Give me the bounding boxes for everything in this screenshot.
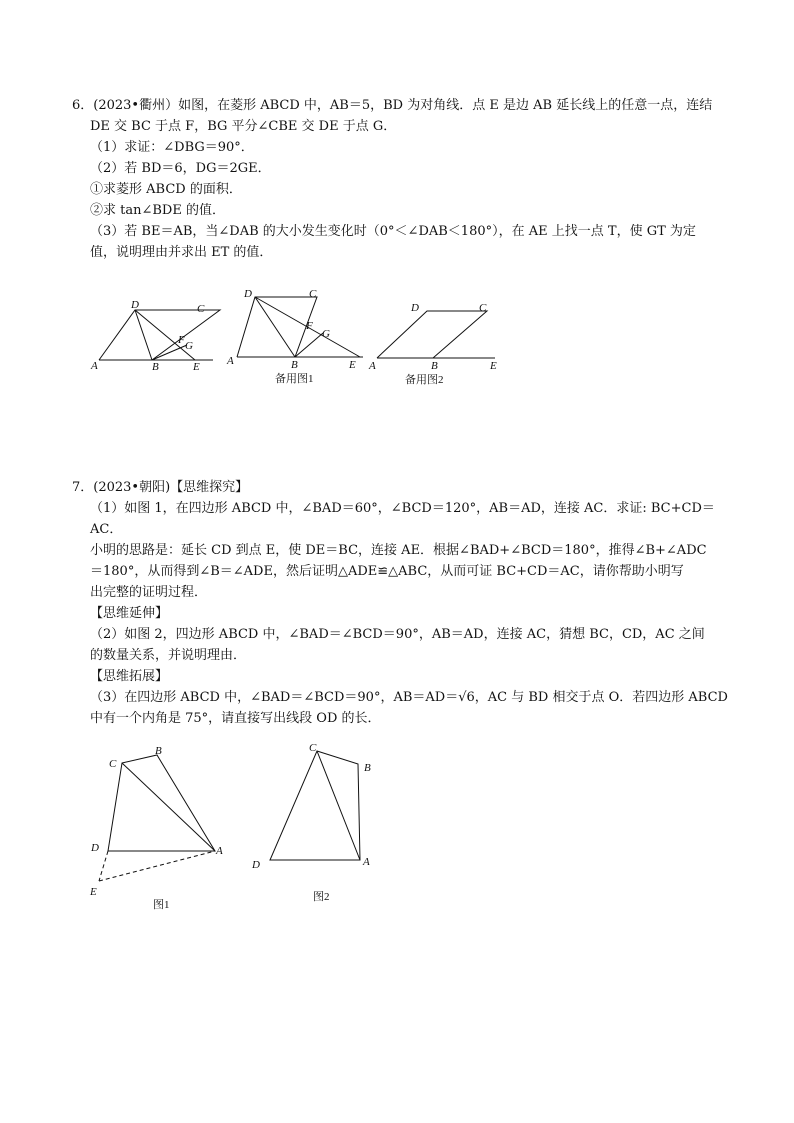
label-b: B xyxy=(364,762,371,774)
figure-2-caption: 图2 xyxy=(313,891,330,903)
q7-line-8: （2）如图 2，四边形 ABCD 中，∠BAD＝∠BCD＝90°，AB＝AD，连接 AC，猜想 BC，CD，AC 之间 xyxy=(90,627,705,642)
q6-line-6: ②求 tan∠BDE 的值． xyxy=(90,203,225,218)
q7-figure-1 xyxy=(85,738,235,918)
q7-figure-2 xyxy=(245,738,385,913)
label-e: E xyxy=(490,360,497,372)
spare-figure-2-caption: 备用图2 xyxy=(405,374,444,386)
q6-line-5: ①求菱形 ABCD 的面积． xyxy=(90,182,242,197)
label-a: A xyxy=(91,360,98,372)
q7-line-4: 小明的思路是：延长 CD 到点 E，使 DE＝BC，连接 AE．根据∠BAD+∠BCD＝180°，推得∠B+∠ADC xyxy=(90,543,707,558)
label-d: D xyxy=(244,288,252,300)
q7-line-5: ＝180°，从而得到∠B＝∠ADE，然后证明△ADE≌△ABC，从而可证 BC+CD＝AC，请你帮助小明写 xyxy=(90,564,684,579)
q7-line-10: 【思维拓展】 xyxy=(90,669,169,684)
q6-line-1: 6．(2023•衢州）如图，在菱形 ABCD 中，AB＝5，BD 为对角线．点 E 是边 AB 延长线上的任意一点，连结 xyxy=(72,98,713,113)
label-b: B xyxy=(291,359,298,371)
q7-line-3: AC． xyxy=(90,522,123,537)
q7-line-1: 7．(2023•朝阳)【思维探究】 xyxy=(72,480,249,495)
label-a: A xyxy=(216,845,223,857)
q6-spare-figure-2 xyxy=(365,295,505,390)
label-b: B xyxy=(431,360,438,372)
q6-line-8: 值，说明理由并求出 ET 的值． xyxy=(90,245,273,260)
label-g: G xyxy=(185,340,193,352)
label-e: E xyxy=(90,886,97,898)
label-c: C xyxy=(309,288,317,300)
label-d: D xyxy=(411,302,419,314)
line-ae-dashed xyxy=(99,851,215,881)
label-c: C xyxy=(479,302,487,314)
q6-line-7: （3）若 BE＝AB，当∠DAB 的大小发生变化时（0°＜∠DAB＜180°），在 AE 上找一点 T，使 GT 为定 xyxy=(90,224,696,239)
label-e: E xyxy=(193,361,200,373)
label-d: D xyxy=(131,299,139,311)
line-ac xyxy=(317,751,360,860)
spare-figure-1-caption: 备用图1 xyxy=(275,373,314,385)
rhombus-outline xyxy=(377,311,487,358)
q6-spare-figure-1 xyxy=(225,285,370,395)
line-bd xyxy=(255,297,295,357)
label-a: A xyxy=(369,360,376,372)
q6-line-2: DE 交 BC 于点 F，BG 平分∠CBE 交 DE 于点 G． xyxy=(90,119,397,134)
label-a: A xyxy=(227,355,234,367)
label-b: B xyxy=(155,745,162,757)
line-de-dashed xyxy=(99,851,108,881)
q7-line-9: 的数量关系，并说明理由． xyxy=(90,648,247,663)
q6-rhombus-figure xyxy=(85,290,225,380)
label-b: B xyxy=(152,361,159,373)
q6-line-4: （2）若 BD＝6，DG＝2GE． xyxy=(90,161,271,176)
label-c: C xyxy=(109,758,117,770)
q7-line-7: 【思维延伸】 xyxy=(90,606,169,621)
label-c: C xyxy=(309,742,317,754)
q7-line-11: （3）在四边形 ABCD 中，∠BAD＝∠BCD＝90°，AB＝AD＝√6，AC 与 BD 相交于点 O．若四边形 ABCD xyxy=(90,690,728,705)
rhombus-outline xyxy=(99,310,220,360)
figure-1-caption: 图1 xyxy=(153,899,170,911)
q7-line-2: （1）如图 1，在四边形 ABCD 中，∠BAD＝60°，∠BCD＝120°，AB＝AD，连接 AC．求证: BC+CD＝ xyxy=(90,501,715,516)
q7-line-6: 出完整的证明过程． xyxy=(90,585,208,600)
label-d: D xyxy=(252,859,260,871)
q7-line-12: 中有一个内角是 75°，请直接写出线段 OD 的长． xyxy=(90,711,381,726)
quadrilateral-abcd xyxy=(270,751,360,860)
label-f: F xyxy=(178,334,185,346)
line-ac xyxy=(122,763,215,851)
label-g: G xyxy=(322,328,330,340)
label-c: C xyxy=(197,303,205,315)
label-d: D xyxy=(91,842,99,854)
label-f: F xyxy=(306,320,313,332)
q6-line-3: （1）求证：∠DBG＝90°． xyxy=(90,140,254,155)
label-e: E xyxy=(349,359,356,371)
label-a: A xyxy=(363,856,370,868)
quadrilateral-abcd xyxy=(108,755,215,851)
